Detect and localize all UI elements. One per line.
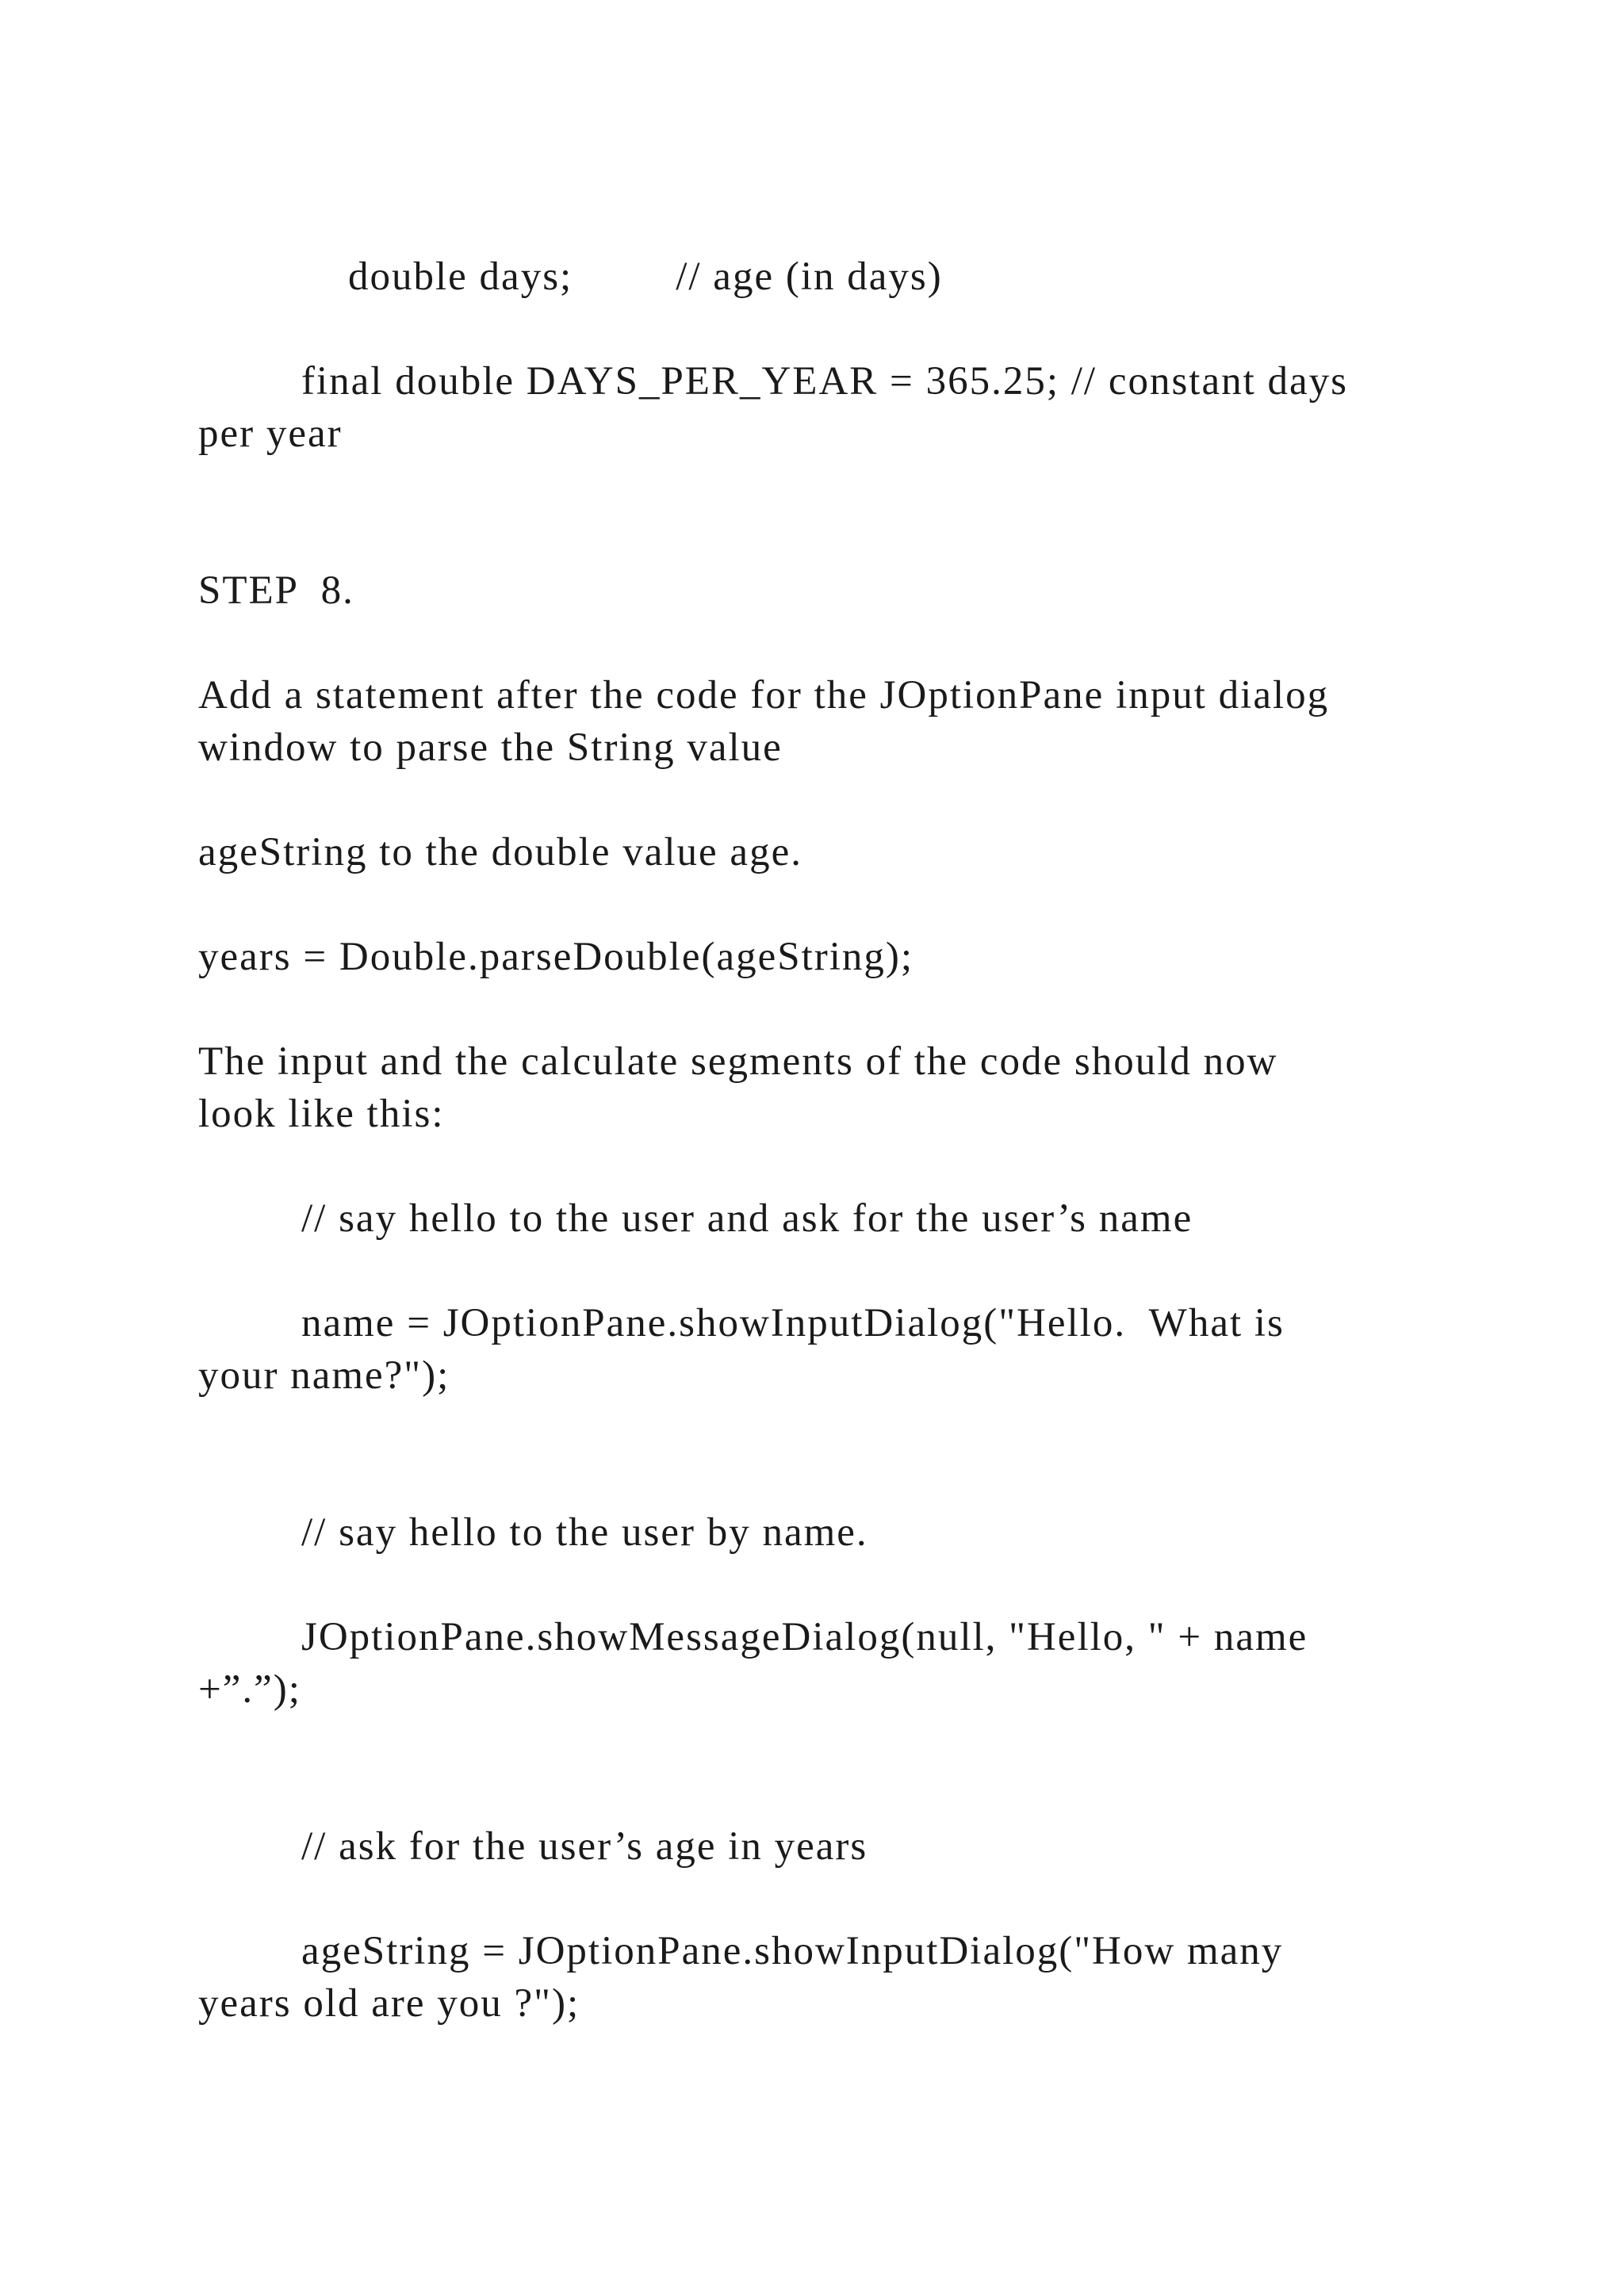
step-heading: STEP 8. <box>198 568 354 613</box>
name-input-line-1: name = JOptionPane.showInputDialog("Hello. What is <box>301 1301 1285 1345</box>
lead-in-line-2: look like this: <box>198 1092 445 1136</box>
name-input-line-2: your name?"); <box>198 1353 450 1398</box>
constant-declaration-line-2: per year <box>198 411 343 456</box>
message-dialog-line-1: JOptionPane.showMessageDialog(null, "Hello, " + name <box>301 1615 1308 1659</box>
days-declaration-comment: // age (in days) <box>676 254 943 299</box>
parse-statement: years = Double.parseDouble(ageString); <box>198 935 914 979</box>
lead-in-line-1: The input and the calculate segments of the code should now <box>198 1039 1278 1084</box>
instruction-line-3: ageString to the double value age. <box>198 830 802 874</box>
age-input-line-1: ageString = JOptionPane.showInputDialog("How many <box>301 1929 1284 1973</box>
days-declaration-code: double days; <box>348 254 573 299</box>
days-declaration-line <box>301 198 943 355</box>
code-comment-hello-by-name: // say hello to the user by name. <box>301 1510 868 1555</box>
message-dialog-line-2: +”.”); <box>198 1667 301 1712</box>
instruction-line-1: Add a statement after the code for the JOptionPane input dialog <box>198 673 1330 718</box>
instruction-line-2: window to parse the String value <box>198 725 783 770</box>
code-comment-ask-age: // ask for the user’s age in years <box>301 1824 868 1869</box>
age-input-line-2: years old are you ?"); <box>198 1981 580 2026</box>
constant-declaration-line-1: final double DAYS_PER_YEAR = 365.25; // constant days <box>301 359 1349 404</box>
code-comment-hello-name: // say hello to the user and ask for the user’s name <box>301 1196 1193 1241</box>
